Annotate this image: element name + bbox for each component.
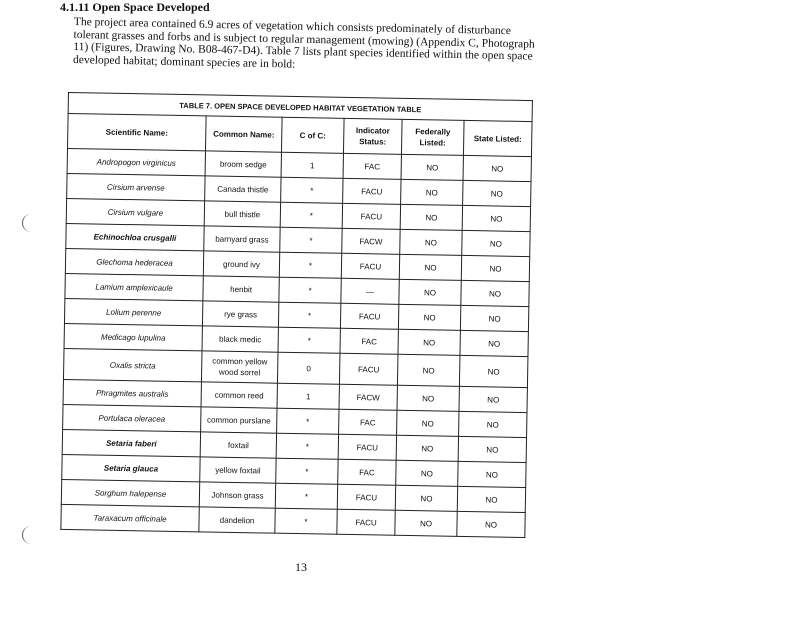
cell-common-name: yellow foxtail <box>200 457 276 483</box>
cell-scientific-name: Medicago lupulina <box>64 323 202 350</box>
cell-federally-listed: NO <box>396 460 458 486</box>
cell-common-name: barnyard grass <box>204 226 280 252</box>
cell-common-name: common reed <box>201 382 277 408</box>
cell-c-of-c: * <box>280 202 342 228</box>
header-common-name: Common Name: <box>205 116 282 152</box>
cell-common-name: henbit <box>203 276 279 302</box>
cell-scientific-name: Oxalis stricta <box>63 348 202 381</box>
cell-scientific-name: Cirsium arvense <box>67 173 205 200</box>
cell-scientific-name: Lamium amplexicaule <box>65 273 203 300</box>
cell-federally-listed: NO <box>399 254 461 280</box>
page-number: 13 <box>295 560 307 574</box>
cell-scientific-name: Sorghum halepense <box>61 479 199 506</box>
cell-c-of-c: * <box>278 327 340 353</box>
header-scientific-name: Scientific Name: <box>68 114 207 151</box>
cell-federally-listed: NO <box>399 279 461 305</box>
header-indicator-status: Indicator Status: <box>343 118 402 154</box>
cell-c-of-c: * <box>279 277 341 303</box>
cell-state-listed: NO <box>458 461 526 487</box>
cell-indicator-status: FACU <box>341 253 399 279</box>
cell-c-of-c: 1 <box>277 383 339 409</box>
cell-federally-listed: NO <box>400 229 462 255</box>
cell-common-name: rye grass <box>202 301 278 327</box>
cell-c-of-c: * <box>276 458 338 484</box>
cell-scientific-name: Setaria glauca <box>62 454 200 481</box>
cell-scientific-name: Setaria faberi <box>62 429 200 456</box>
cell-indicator-status: FACU <box>340 303 398 329</box>
table-body <box>61 149 532 538</box>
cell-federally-listed: NO <box>401 179 463 205</box>
cell-c-of-c: 0 <box>277 352 340 384</box>
vegetation-table <box>60 92 533 538</box>
cell-state-listed: NO <box>461 280 529 306</box>
cell-common-name: common purslane <box>201 407 277 433</box>
cell-federally-listed: NO <box>398 304 460 330</box>
cell-indicator-status: FACW <box>342 228 400 254</box>
cell-state-listed: NO <box>460 330 528 356</box>
vegetation-table-container <box>60 92 532 548</box>
cell-state-listed: NO <box>459 355 528 387</box>
cell-indicator-status: FACU <box>338 434 396 460</box>
cell-federally-listed: NO <box>396 435 458 461</box>
cell-indicator-status: FACU <box>337 509 395 535</box>
cell-scientific-name: Andropogon virginicus <box>67 149 205 176</box>
cell-c-of-c: * <box>281 177 343 203</box>
cell-common-name: ground ivy <box>203 251 279 277</box>
cell-indicator-status: FACU <box>337 484 395 510</box>
cell-c-of-c: * <box>275 483 337 509</box>
cell-federally-listed: NO <box>395 485 457 511</box>
cell-federally-listed: NO <box>397 385 459 411</box>
cell-common-name: Canada thistle <box>205 176 281 202</box>
cell-state-listed: NO <box>457 486 525 512</box>
cell-state-listed: NO <box>459 411 527 437</box>
cell-common-name: black medic <box>202 326 278 352</box>
cell-federally-listed: NO <box>397 410 459 436</box>
cell-state-listed: NO <box>463 155 531 181</box>
cell-federally-listed: NO <box>398 329 460 355</box>
cell-c-of-c: * <box>276 433 338 459</box>
intro-paragraph: The project area contained 6.9 acres of vegetation which consists predominately of disturbance tolerant grasses and forbs and is subject to regular management (mowing) (Appendix C, Photograph 11) (Figures, Drawing No. B08-467-D4). Table 7 lists plant species identified within the open space developed habitat; dominant species are in bold: <box>72 16 535 71</box>
cell-indicator-status: FACW <box>339 384 397 410</box>
cell-c-of-c: * <box>279 252 341 278</box>
cell-c-of-c: * <box>277 408 339 434</box>
header-state-listed: State Listed: <box>463 120 532 156</box>
cell-indicator-status: FACU <box>343 178 401 204</box>
cell-c-of-c: * <box>278 302 340 328</box>
cell-common-name: foxtail <box>200 432 276 458</box>
cell-federally-listed: NO <box>395 510 457 536</box>
section-heading: 4.1.11 Open Space Developed <box>60 0 210 14</box>
cell-state-listed: NO <box>462 205 530 231</box>
cell-scientific-name: Phragmites australis <box>63 379 201 406</box>
header-federally-listed: Federally Listed: <box>401 119 464 155</box>
cell-indicator-status: FAC <box>343 153 401 179</box>
cell-state-listed: NO <box>460 305 528 331</box>
cell-scientific-name: Lolium perenne <box>64 298 202 325</box>
table-title: TABLE 7. OPEN SPACE DEVELOPED HABITAT VEGETATION TABLE <box>68 93 532 122</box>
cell-common-name: Johnson grass <box>199 482 275 508</box>
cell-scientific-name: Cirsium vulgare <box>66 198 204 225</box>
cell-state-listed: NO <box>461 255 529 281</box>
cell-c-of-c: * <box>280 227 342 253</box>
cell-state-listed: NO <box>459 386 527 412</box>
cell-scientific-name: Taraxacum officinale <box>61 504 199 531</box>
cell-federally-listed: NO <box>397 354 460 386</box>
cell-common-name: broom sedge <box>205 151 281 177</box>
cell-scientific-name: Echinochloa crusgalli <box>66 223 204 250</box>
cell-scientific-name: Portulaca oleracea <box>63 404 201 431</box>
cell-federally-listed: NO <box>401 154 463 180</box>
cell-indicator-status: FAC <box>338 459 396 485</box>
cell-common-name: bull thistle <box>204 201 280 227</box>
cell-indicator-status: — <box>341 278 399 304</box>
cell-common-name: common yellow wood sorrel <box>201 351 278 383</box>
cell-indicator-status: FACU <box>342 203 400 229</box>
cell-c-of-c: 1 <box>281 152 343 178</box>
cell-c-of-c: * <box>275 508 337 534</box>
cell-state-listed: NO <box>457 511 525 537</box>
cell-state-listed: NO <box>462 230 530 256</box>
cell-indicator-status: FACU <box>339 353 398 385</box>
header-c-of-c: C of C: <box>281 117 344 153</box>
cell-state-listed: NO <box>463 180 531 206</box>
cell-indicator-status: FAC <box>340 328 398 354</box>
cell-scientific-name: Glechoma hederacea <box>65 248 203 275</box>
scan-margin-mark <box>22 526 33 544</box>
cell-common-name: dandelion <box>199 507 275 533</box>
cell-state-listed: NO <box>458 436 526 462</box>
cell-federally-listed: NO <box>400 204 462 230</box>
scan-margin-mark <box>22 214 33 232</box>
cell-indicator-status: FAC <box>339 409 397 435</box>
